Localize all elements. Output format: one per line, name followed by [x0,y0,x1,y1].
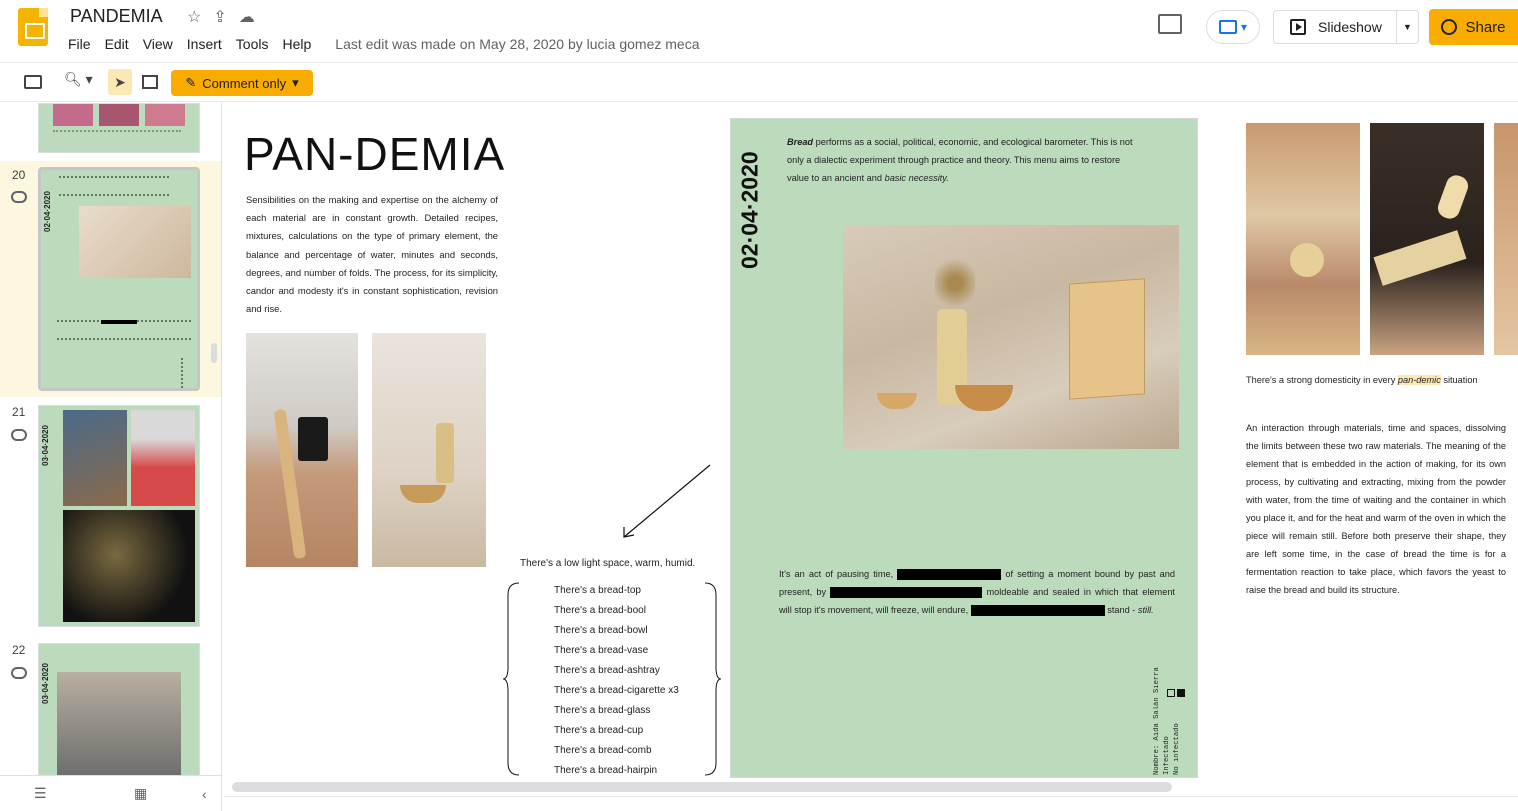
green-slide-panel [730,118,1198,778]
bread-barometer-text [787,133,1137,187]
phone-shape [298,417,328,461]
photo-mirror-selfie [246,333,358,567]
thumb-text [181,358,191,388]
play-icon [1290,19,1306,35]
barometer-text: performs as a social, political, economic, and ecological barometer. This is not only a dialectic experiment through practice and theory. This menu aims to restore value to an ancient and [787,137,1133,183]
slide-title: PAN-DEMIA [244,128,506,180]
list-item: There's a bread-top [554,585,641,596]
comment-history-icon[interactable] [1158,14,1182,34]
slideshow-label: Slideshow [1318,19,1382,35]
arrow-icon [616,463,716,543]
list-item: There's a bread-glass [554,705,651,716]
name-label: Nombre: Aida Salán Sierra [1153,667,1161,775]
slide-row-20 [0,161,222,397]
title-bar [0,0,1518,62]
text-segment: moldeable and sealed in which that element will stop it's movement, will freeze, will endure, [779,587,1175,615]
thumb-photo [99,104,139,126]
link-icon [11,429,27,441]
filled-checkbox-icon [1177,689,1185,697]
bread-cup-shape [1290,243,1324,277]
list-item: There's a bread-cup [554,725,644,736]
still-text: still. [1137,605,1154,615]
thumb-redaction [101,320,137,324]
vertical-date: 02·04·2020 [736,151,763,269]
globe-icon [1441,19,1457,35]
text-segment: of setting a moment bound by past and present, by [779,569,1176,597]
title-icons [187,7,255,27]
empty-checkbox-icon [1167,689,1175,697]
status-checkboxes [1167,689,1185,697]
toolbar [0,62,1518,102]
filmstrip-footer [0,775,222,811]
menu-insert[interactable]: Insert [186,36,222,52]
document-title[interactable]: PANDEMIA [70,6,163,26]
thumb-date: 03·04·2020 [41,425,50,466]
redaction-bar [971,605,1105,616]
hairpin-shape [1435,173,1471,222]
list-item: There's a bread-hairpin [554,765,658,776]
text-segment: It's an act of pausing time, [779,569,898,579]
slide-number: 21 [12,405,26,419]
not-infected-label: No infectado [1173,723,1181,775]
thumb-photo [57,672,181,782]
link-icon [11,667,27,679]
menu-view[interactable]: View [142,36,173,52]
menu-file[interactable]: File [68,36,91,52]
photo-bread-vase [372,333,486,567]
share-button[interactable] [1429,9,1518,45]
thumb-photo [145,104,185,126]
chevron-down-icon: ▾ [1240,20,1248,34]
bread-word: Bread [787,137,814,147]
chevron-down-icon: ▾ [292,75,299,90]
thumb-photo [63,410,127,506]
horizontal-scrollbar[interactable] [232,782,1172,792]
list-item: There's a bread-bowl [554,625,648,636]
pausing-time-text [779,565,1175,619]
slide-thumbnail-20[interactable] [38,167,200,391]
text-segment: situation [1440,375,1478,385]
filmstrip-view-icon[interactable]: ☰ [34,785,47,801]
photo-bread-hairpin [1370,123,1484,355]
redaction-bar [830,587,982,598]
slide-number: 20 [12,168,26,182]
last-edit-link[interactable]: Last edit was made on May 28, 2020 by lucia gomez meca [335,36,700,52]
present-icon [1219,20,1237,34]
comment-only-mode-button[interactable] [171,70,313,96]
pan-demic-highlight[interactable]: pan-demic [1397,375,1441,385]
list-item: There's a bread-bool [554,605,646,616]
slide-thumbnail-22[interactable] [38,643,200,783]
dried-flowers-shape [935,255,975,311]
comment-only-label: Comment only [202,75,287,91]
print-icon[interactable] [24,75,42,89]
photo-person-bread-bowl [1246,123,1360,355]
thumb-date: 02·04·2020 [43,191,52,232]
menu-tools[interactable]: Tools [235,36,269,52]
basic-necessity-text: basic necessity. [884,173,949,183]
slide-thumbnail-21[interactable] [38,405,200,627]
slide-filmstrip [0,103,222,811]
edit-mode-icon: ✎ [185,75,197,90]
bread-comb-shape [1374,230,1467,286]
thumb-photo [79,206,191,278]
move-to-drive-icon[interactable]: ⇪ [213,9,227,26]
select-cursor-icon[interactable]: ➤ [108,69,132,95]
text-segment: There's a strong domesticity in every [1246,375,1398,385]
thumb-date: 03·04·2020 [41,663,50,704]
slides-logo-icon[interactable] [18,8,48,46]
collapse-panel-icon[interactable]: ‹ [202,785,207,802]
slide-thumbnail-19[interactable] [38,103,200,153]
zoom-icon[interactable]: 🔍︎ ▾ [64,71,93,87]
grid-view-icon[interactable]: ▦ [134,785,148,801]
right-brace-icon [704,581,722,777]
list-item: There's a bread-vase [554,645,649,656]
menu-help[interactable]: Help [282,36,312,52]
star-icon[interactable]: ☆ [187,9,202,26]
intro-text: Sensibilities on the making and expertise on the alchemy of each material are in constant growth. Detailed recipes, mixtures, calculations on the type of primary element, the balance and percentage of water, minutes and seconds, degrees, and number of folds. The process, for its simplicity, candor and modesty it's in constant sophistication, revision and rise. [246,194,498,315]
infected-label: Infectado [1163,736,1171,775]
infection-status-block [1153,639,1197,775]
domesticity-caption [1246,375,1478,385]
share-label: Share [1465,18,1506,36]
slide-row-21 [0,401,222,631]
bread-list [554,581,679,781]
list-item: There's a bread-comb [554,745,652,756]
slide-row-22 [0,639,222,779]
filmstrip-scrollbar[interactable] [211,343,217,363]
add-comment-icon[interactable] [142,75,158,89]
slideshow-dropdown-icon[interactable]: ▼ [1396,11,1418,43]
thumb-text [59,176,169,196]
menu-bar [68,36,699,52]
left-brace-icon [502,581,520,777]
present-to-meeting-button[interactable] [1206,10,1260,44]
text-segment: stand - [1104,605,1138,615]
thumb-photo [53,104,93,126]
list-item: There's a bread-ashtray [554,665,660,676]
speaker-notes-handle[interactable] [224,796,1518,811]
slide-number: 22 [12,643,26,657]
cloud-status-icon[interactable]: ☁ [238,9,255,26]
interaction-text: An interaction through materials, time and spaces, dissolving the limits between these two raw materials. The meaning of the element that is embedded in the action of making, for its own process, by cultivating and extracting, mixing from the powder with water, from the time of waiting and the container in which you place it, and for the heat and warm of the oven in which the piece will remain still. Before both preserve their shape, they are left some time, in the case of bread the time is for a fermentation reaction to take place, which favors the yeast to raise the bread and build its structure. [1246,423,1506,595]
link-icon [11,191,27,203]
slide-canvas [224,103,1518,811]
thumb-text [53,130,181,144]
redaction-bar [897,569,1001,580]
slideshow-button[interactable] [1273,10,1419,44]
low-light-text: There's a low light space, warm, humid. [520,558,696,569]
photo-bread-still-life [843,225,1179,449]
thumb-photo [131,410,195,506]
bread-book-shape [1069,278,1145,399]
photo-cropped [1494,123,1518,355]
list-item: There's a bread-cigarette x3 [554,685,679,696]
menu-edit[interactable]: Edit [104,36,129,52]
vase-shape [436,423,454,483]
thumb-photo [63,510,195,622]
bowl-shape [400,485,446,503]
